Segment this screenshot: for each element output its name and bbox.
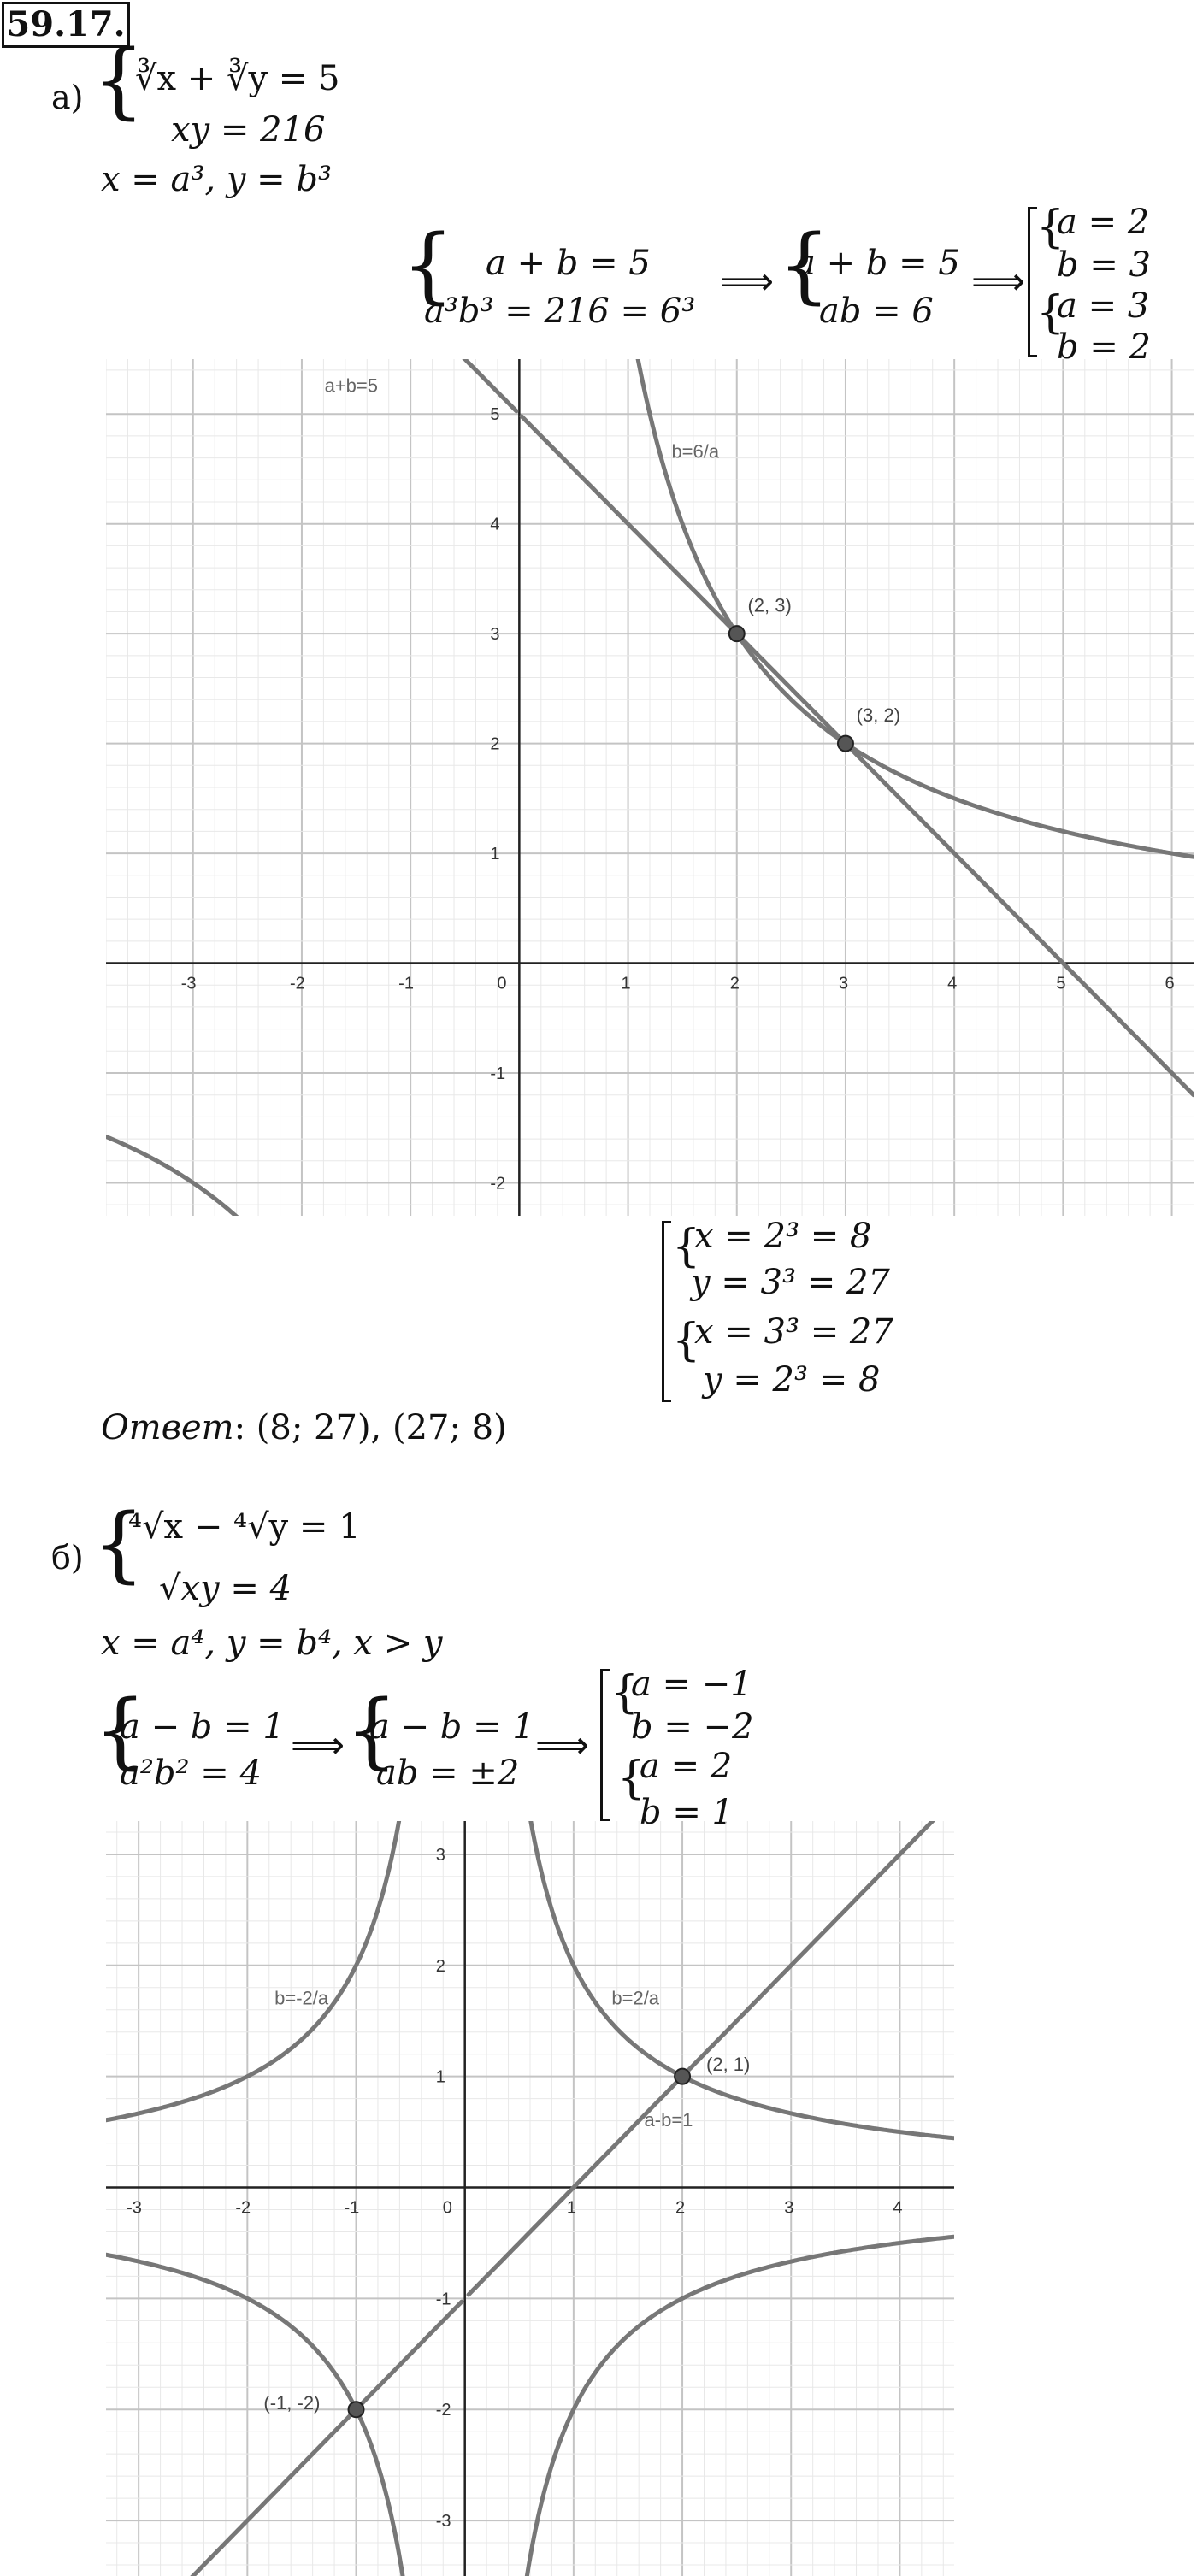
implies-arrow: ⟹ bbox=[971, 260, 1026, 304]
x-tick-label: -1 bbox=[344, 2198, 360, 2218]
part-a-sys2-eq1: a + b = 5 bbox=[486, 244, 651, 283]
point-label: (2, 1) bbox=[706, 2054, 751, 2076]
implies-arrow: ⟹ bbox=[535, 1724, 590, 1767]
y-tick-label: -3 bbox=[435, 2512, 451, 2532]
y-tick-label: 1 bbox=[435, 2067, 445, 2087]
x-tick-label: 3 bbox=[838, 974, 849, 993]
curve-b=6/a bbox=[106, 1136, 366, 1216]
part-b-substitution: x = a⁴, y = b⁴, x > y bbox=[101, 1624, 443, 1663]
part-b-sys2-brace: { bbox=[94, 1683, 147, 1778]
y-tick-label: -1 bbox=[490, 1064, 506, 1083]
y-tick-label: 1 bbox=[490, 845, 500, 864]
part-a-sys3-eq1: a + b = 5 bbox=[795, 244, 960, 283]
part-b-sys3-brace: { bbox=[345, 1683, 398, 1778]
part-a-sys2-brace: { bbox=[402, 217, 455, 313]
intersection-point bbox=[838, 736, 853, 752]
part-b-sys2-eq1: a − b = 1 bbox=[120, 1707, 285, 1747]
part-a-label: а) bbox=[51, 79, 84, 116]
y-tick-label: -2 bbox=[435, 2401, 451, 2420]
implies-arrow: ⟹ bbox=[720, 260, 775, 304]
y-tick-label: -1 bbox=[435, 2290, 451, 2309]
part-a-y1: y = 3³ = 27 bbox=[691, 1263, 890, 1302]
x-tick-label: -2 bbox=[235, 2198, 251, 2218]
intersection-point bbox=[349, 2402, 364, 2417]
curve-b=6/a bbox=[607, 359, 1194, 857]
curve-a+b=5 bbox=[522, 416, 1194, 1095]
part-a-x1: x = 2³ = 8 bbox=[694, 1217, 872, 1256]
x-tick-label: 4 bbox=[893, 2198, 903, 2218]
implies-arrow: ⟹ bbox=[291, 1724, 345, 1767]
point-label: (2, 3) bbox=[747, 594, 792, 616]
x-tick-label: 4 bbox=[947, 974, 958, 993]
y-tick-label: -2 bbox=[490, 1174, 506, 1194]
x-tick-label: 6 bbox=[1165, 974, 1175, 993]
part-b-sys3-eq1: a − b = 1 bbox=[369, 1707, 534, 1747]
part-b-sys2-eq2: a²b² = 4 bbox=[120, 1754, 262, 1793]
x-tick-label: 1 bbox=[566, 2198, 576, 2218]
part-b-label: б) bbox=[51, 1539, 84, 1577]
grid bbox=[106, 1821, 954, 2576]
part-b-sol2-b: b = 1 bbox=[640, 1793, 734, 1832]
solution-brace: { bbox=[1036, 202, 1065, 253]
part-b-sol1-a: a = −1 bbox=[631, 1665, 752, 1704]
solution-set-bracket bbox=[662, 1221, 671, 1402]
part-a-y2: y = 2³ = 8 bbox=[703, 1360, 881, 1400]
y-tick-label: 4 bbox=[490, 515, 500, 534]
curve-b=2/a bbox=[106, 2255, 424, 2576]
problem-number: 59.17. bbox=[2, 2, 130, 48]
x-tick-label: 2 bbox=[729, 974, 740, 993]
part-a-sys2-eq2: a³b³ = 216 = 6³ bbox=[424, 292, 696, 331]
answer-line bbox=[101, 1407, 507, 1448]
part-b-eq2: √xy = 4 bbox=[159, 1569, 292, 1608]
part-b-sol2-a: a = 2 bbox=[640, 1747, 733, 1786]
part-a-sys3-eq2: ab = 6 bbox=[819, 292, 934, 331]
part-b-sol1-b: b = −2 bbox=[631, 1707, 754, 1747]
x-tick-label: -3 bbox=[127, 2198, 142, 2218]
x-tick-label: 5 bbox=[1056, 974, 1066, 993]
part-a-sol2-b: b = 2 bbox=[1057, 327, 1151, 367]
curve-label: a-b=1 bbox=[644, 2109, 693, 2131]
x-tick-label: -2 bbox=[289, 974, 305, 993]
grid bbox=[106, 359, 1194, 1216]
intersection-point bbox=[729, 626, 745, 641]
part-a-sys3-brace: { bbox=[778, 217, 831, 313]
part-b-sys3-eq2: ab = ±2 bbox=[376, 1754, 520, 1793]
answer-value: : (8; 27), (27; 8) bbox=[233, 1408, 507, 1447]
y-tick-label: 2 bbox=[490, 734, 500, 754]
curve-b=-2/a bbox=[504, 2237, 954, 2576]
part-a-sol2-a: a = 3 bbox=[1057, 286, 1150, 326]
part-b-system-brace: { bbox=[92, 1496, 145, 1592]
x-tick-label: -1 bbox=[398, 974, 414, 993]
x-tick-label: 0 bbox=[442, 2198, 452, 2218]
part-a-sol1-a: a = 2 bbox=[1057, 203, 1150, 242]
point-label: (-1, -2) bbox=[263, 2392, 321, 2414]
solution-brace: { bbox=[1036, 287, 1065, 339]
part-a-sol1-b: b = 3 bbox=[1057, 245, 1151, 285]
solution-brace: { bbox=[672, 1315, 701, 1366]
part-b-eq1: ⁴√x − ⁴√y = 1 bbox=[128, 1507, 361, 1547]
y-tick-label: 3 bbox=[435, 1845, 445, 1865]
graph-part-a bbox=[106, 359, 1194, 1216]
curve-label: b=6/a bbox=[671, 440, 720, 463]
y-tick-label: 3 bbox=[490, 625, 500, 645]
x-tick-label: 2 bbox=[675, 2198, 686, 2218]
point-label: (3, 2) bbox=[856, 704, 901, 726]
solution-brace: { bbox=[617, 1753, 646, 1804]
part-a-eq2: xy = 216 bbox=[171, 110, 326, 150]
curve-label: b=-2/a bbox=[274, 1987, 329, 2009]
y-tick-label: 5 bbox=[490, 405, 500, 425]
part-a-eq1: ∛x + ∛y = 5 bbox=[135, 59, 340, 98]
intersection-point bbox=[675, 2069, 690, 2084]
y-tick-label: 2 bbox=[435, 1956, 445, 1976]
part-a-x2: x = 3³ = 27 bbox=[694, 1312, 893, 1352]
curve-label: b=2/a bbox=[611, 1987, 660, 2009]
solution-brace: { bbox=[610, 1667, 640, 1718]
graph-part-b bbox=[106, 1821, 954, 2576]
solution-set-bracket bbox=[600, 1669, 610, 1821]
answer-label: Ответ bbox=[101, 1408, 234, 1447]
x-tick-label: 1 bbox=[621, 974, 631, 993]
x-tick-label: 3 bbox=[784, 2198, 794, 2218]
curve-label: a+b=5 bbox=[324, 374, 378, 397]
curve-b=-2/a bbox=[106, 1821, 422, 2120]
x-tick-label: 0 bbox=[497, 974, 507, 993]
x-tick-label: -3 bbox=[180, 974, 197, 993]
part-a-system-brace: { bbox=[92, 32, 145, 128]
solution-brace: { bbox=[672, 1221, 701, 1272]
part-a-substitution: x = a³, y = b³ bbox=[101, 160, 332, 199]
